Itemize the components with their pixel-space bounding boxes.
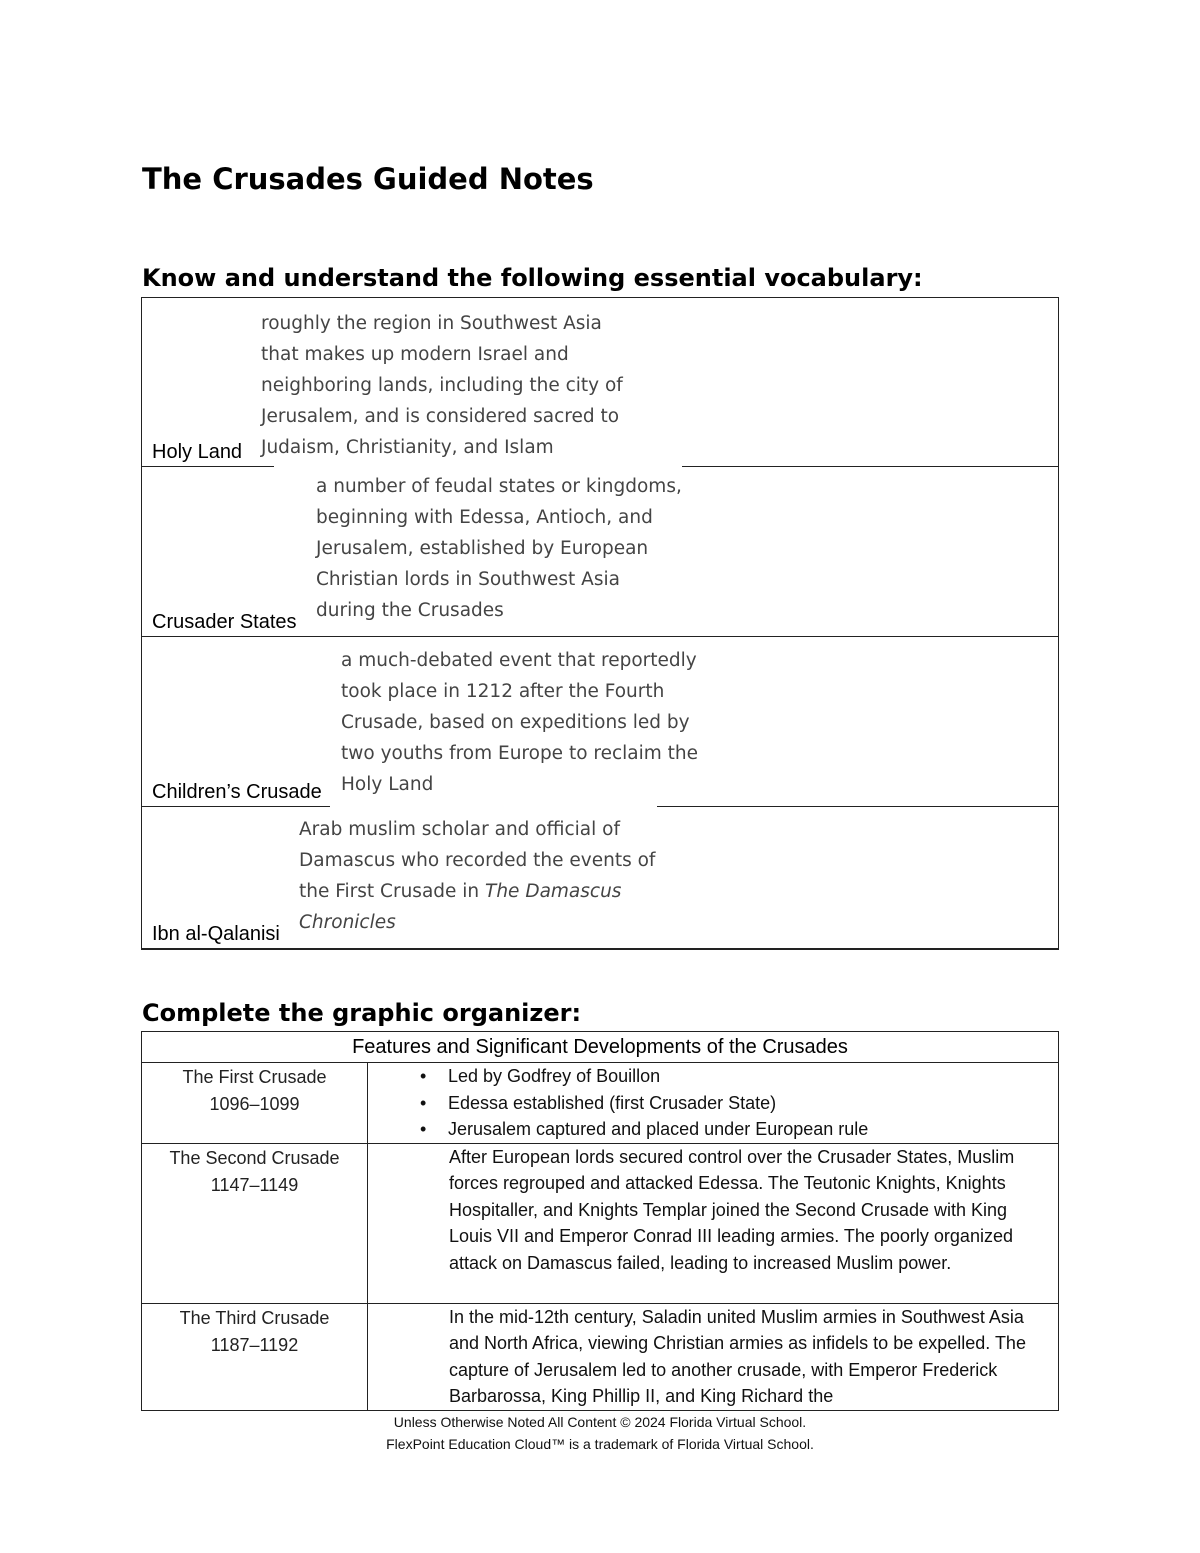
list-item: • Led by Godfrey of Bouillon [448, 1063, 1058, 1090]
definition-line: Arab muslim scholar and official of [299, 819, 620, 840]
organizer-header: Features and Significant Developments of the Crusades [142, 1032, 1059, 1063]
vocab-definition [299, 814, 655, 938]
crusade-cell [142, 1063, 368, 1144]
definition-line: beginning with Edessa, Antioch, and [316, 507, 653, 528]
definition-line: Jerusalem, established by European [316, 538, 649, 559]
definition-line: a number of feudal states or kingdoms, [316, 476, 682, 497]
footer-trademark: FlexPoint Education Cloud™ is a trademark of Florida Virtual School. [386, 1436, 814, 1452]
vocab-row-crusader-states [142, 467, 1058, 637]
vocab-heading: Know and understand the following essential vocabulary: [142, 264, 923, 292]
crusade-name: The First Crusade [182, 1067, 327, 1087]
vocab-definition [316, 471, 682, 626]
crusade-cell [142, 1143, 368, 1303]
crusade-cell [142, 1303, 368, 1410]
details-cell [368, 1303, 1059, 1410]
definition-line [299, 876, 655, 907]
page-title: The Crusades Guided Notes [142, 162, 594, 196]
details-cell [368, 1063, 1059, 1144]
vocab-row-holy-land [142, 298, 1058, 467]
definition-line: took place in 1212 after the Fourth [341, 681, 665, 702]
list-item: • Jerusalem captured and placed under European rule [448, 1116, 1058, 1143]
definition-line: Damascus who recorded the events of [299, 850, 656, 871]
organizer-header-row [142, 1032, 1059, 1063]
details-text: After European lords secured control over the Crusader States, Muslim forces regrouped and attacked Edessa. The Teutonic Knights, Knights Hospitaller, and Knights Templar joined the Second Crusade with King Louis VII and Emperor Conrad III leading armies. The poorly organized attack on Damascus failed, leading to increased Muslim power. [449, 1146, 1015, 1273]
vocab-term: Children’s Crusade [152, 781, 322, 803]
book-title: Chronicles [299, 912, 396, 933]
table-row [142, 1303, 1059, 1410]
crusade-dates: 1147–1149 [210, 1174, 299, 1195]
definition-line: Judaism, Christianity, and Islam [261, 437, 554, 458]
definition-line: Holy Land [341, 774, 434, 795]
definition-line: neighboring lands, including the city of [261, 375, 623, 396]
vocab-row-childrens-crusade [142, 637, 1058, 807]
definition-line: roughly the region in Southwest Asia [261, 313, 602, 334]
details-cell [368, 1143, 1059, 1303]
bullet-list [368, 1063, 1058, 1143]
definition-line: Christian lords in Southwest Asia [316, 569, 620, 590]
vocab-term: Holy Land [152, 441, 243, 463]
book-title: The Damascus [485, 881, 622, 902]
definition-line: during the Crusades [316, 600, 504, 621]
definition-line: that makes up modern Israel and [261, 344, 569, 365]
definition-line: Crusade, based on expeditions led by [341, 712, 690, 733]
list-item: • Edessa established (first Crusader State) [448, 1090, 1058, 1117]
vocab-row-ibn-al-qalanisi [142, 807, 1058, 948]
definition-line [299, 907, 655, 938]
definition-line: Jerusalem, and is considered sacred to [261, 406, 620, 427]
graphic-organizer-table [141, 1031, 1059, 1411]
crusade-name: The Second Crusade [169, 1147, 340, 1168]
table-row [142, 1143, 1059, 1303]
vocab-term: Ibn al-Qalanisi [152, 923, 280, 945]
definition-line: two youths from Europe to reclaim the [341, 743, 699, 764]
table-row [142, 1063, 1059, 1144]
vocabulary-table [141, 297, 1059, 950]
crusade-dates: 1096–1099 [209, 1094, 300, 1114]
organizer-heading: Complete the graphic organizer: [142, 999, 582, 1027]
crusade-dates: 1187–1192 [210, 1334, 299, 1355]
footer-copyright: Unless Otherwise Noted All Content © 2024 Florida Virtual School. [393, 1414, 807, 1430]
vocab-term: Crusader States [152, 611, 297, 633]
vocab-definition [341, 645, 698, 800]
details-text: In the mid-12th century, Saladin united Muslim armies in Southwest Asia and North Africa, viewing Christian armies as infidels to be expelled. The capture of Jerusalem led to another crusade, with Emperor Frederick Barbarossa, King Phillip II, and King Richard the [449, 1306, 1026, 1406]
definition-text: the First Crusade in [299, 881, 486, 902]
definition-line: a much-debated event that reportedly [341, 650, 697, 671]
crusade-name: The Third Crusade [179, 1307, 330, 1328]
vocab-definition [261, 308, 623, 463]
